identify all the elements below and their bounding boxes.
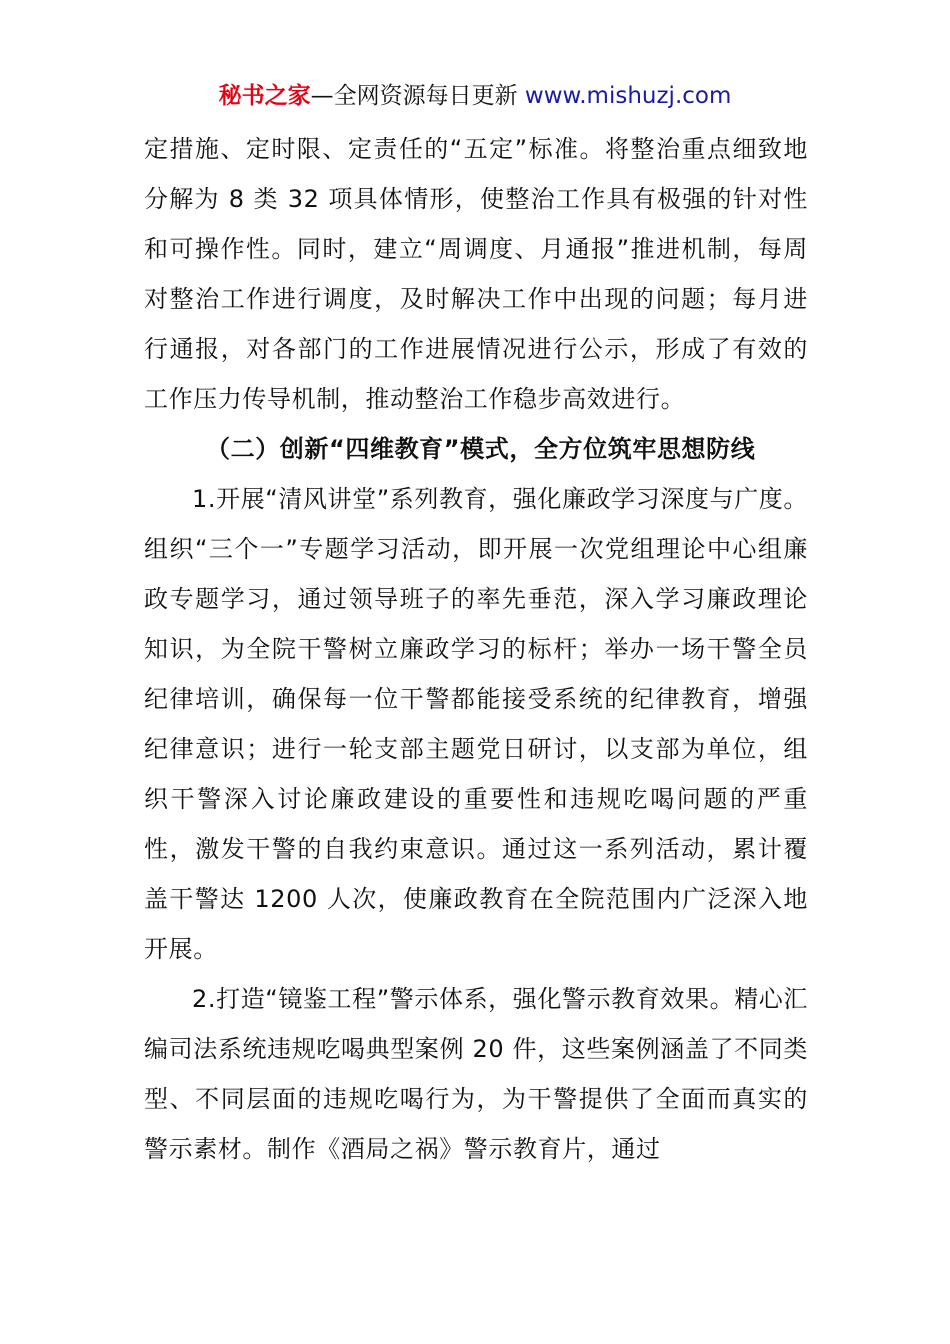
document-body	[144, 124, 808, 1174]
site-brand: 秘书之家	[218, 83, 311, 109]
site-header	[0, 80, 950, 112]
paragraph-continued: 定措施、定时限、定责任的“五定”标准。将整治重点细致地分解为 8 类 32 项具体情形，使整治工作具有极强的针对性和可操作性。同时，建立“周调度、月通报”推进机制，每周对整治工作进行调度，及时解决工作中出现的问题；每月进行通报，对各部门的工作进展情况进行公示，形成了有效的工作压力传导机制，推动整治工作稳步高效进行。	[144, 135, 808, 413]
paragraph-jingjian-project: 2.打造“镜鉴工程”警示体系，强化警示教育效果。精心汇编司法系统违规吃喝典型案例 20 件，这些案例涵盖了不同类型、不同层面的违规吃喝行为，为干警提供了全面而真实的警示素材。制作《酒局之祸》警示教育片，通过	[144, 985, 808, 1163]
paragraph-qingfeng-lecture: 1.开展“清风讲堂”系列教育，强化廉政学习深度与广度。组织“三个一”专题学习活动，即开展一次党组理论中心组廉政专题学习，通过领导班子的率先垂范，深入学习廉政理论知识，为全院干警树立廉政学习的标杆；举办一场干警全员纪律培训，确保每一位干警都能接受系统的纪律教育，增强纪律意识；进行一轮支部主题党日研讨，以支部为单位，组织干警深入讨论廉政建设的重要性和违规吃喝问题的严重性，激发干警的自我约束意识。通过这一系列活动，累计覆盖干警达 1200 人次，使廉政教育在全院范围内广泛深入地开展。	[144, 485, 808, 963]
section-heading: （二）创新“四维教育”模式，全方位筑牢思想防线	[206, 435, 756, 463]
site-tagline: —全网资源每日更新	[310, 83, 525, 109]
site-url-link[interactable]: www.mishuzj.com	[524, 83, 732, 109]
